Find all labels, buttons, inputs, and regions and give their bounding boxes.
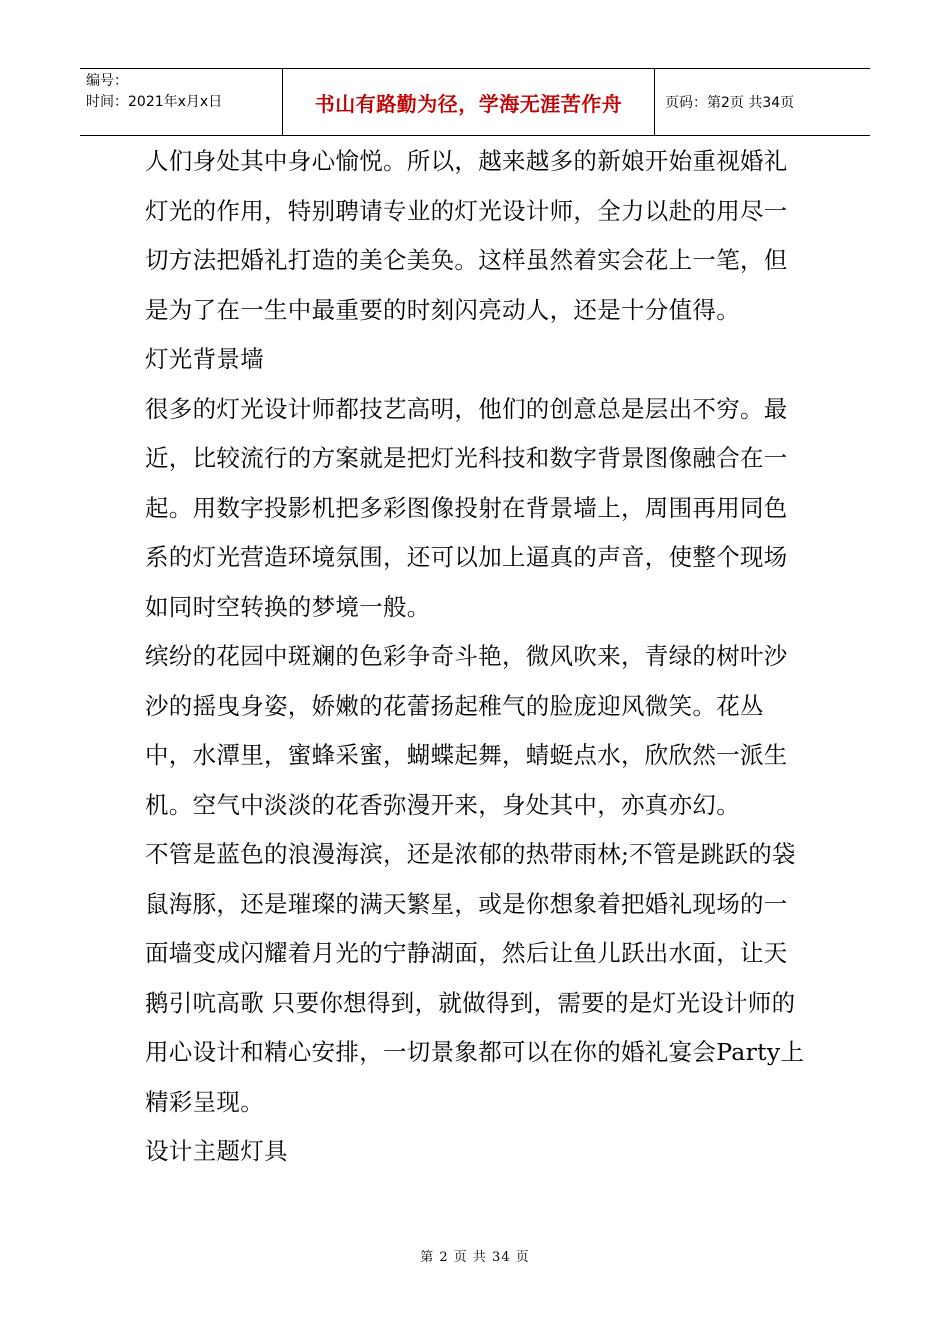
paragraph: 不管是蓝色的浪漫海滨，还是浓郁的热带雨林;不管是跳跃的袋鼠海豚，还是璀璨的满天繁星，或是你想象着把婚礼现场的一面墙变成闪耀着月光的宁静湖面，然后让鱼儿跃出水面，让天鹅引吭高歌 只要你想得到，就做得到，需要的是灯光设计师的用心设计和精心安排，一切景象都可以在你的婚礼宴会Party上精彩呈现。: [145, 840, 805, 1116]
number-label: 编号：: [86, 73, 128, 89]
section-heading: 灯光背景墙: [145, 345, 264, 373]
document-header: [80, 68, 870, 136]
document-body: [145, 137, 810, 1177]
header-motto: 书山有路勤为径，学海无涯苦作舟: [283, 69, 655, 135]
paragraph: 人们身处其中身心愉悦。所以，越来越多的新娘开始重视婚礼灯光的作用，特别聘请专业的灯光设计师，全力以赴的用尽一切方法把婚礼打造的美仑美奂。这样虽然着实会花上一笔，但是为了在一生中最重要的时刻闪亮动人，还是十分值得。: [145, 147, 788, 324]
page-footer: 第 2 页 共 34 页: [420, 1250, 530, 1265]
date-label: 时间：2021年x月x日: [86, 94, 223, 110]
section-heading: 设计主题灯具: [145, 1137, 288, 1165]
paragraph: 很多的灯光设计师都技艺高明，他们的创意总是层出不穷。最近，比较流行的方案就是把灯光科技和数字背景图像融合在一起。用数字投影机把多彩图像投射在背景墙上，周围再用同色系的灯光营造环境氛围，还可以加上逼真的声音，使整个现场如同时空转换的梦境一般。: [145, 394, 788, 621]
header-page-label: 页码：第2页 共34页: [665, 95, 795, 111]
paragraph: 缤纷的花园中斑斓的色彩争奇斗艳，微风吹来，青绿的树叶沙沙的摇曳身姿，娇嫩的花蕾扬起稚气的脸庞迎风微笑。花丛中，水潭里，蜜蜂采蜜，蝴蝶起舞，蜻蜓点水，欣欣然一派生机。空气中淡淡的花香弥漫开来，身处其中，亦真亦幻。: [145, 642, 788, 819]
header-meta: [80, 69, 283, 135]
